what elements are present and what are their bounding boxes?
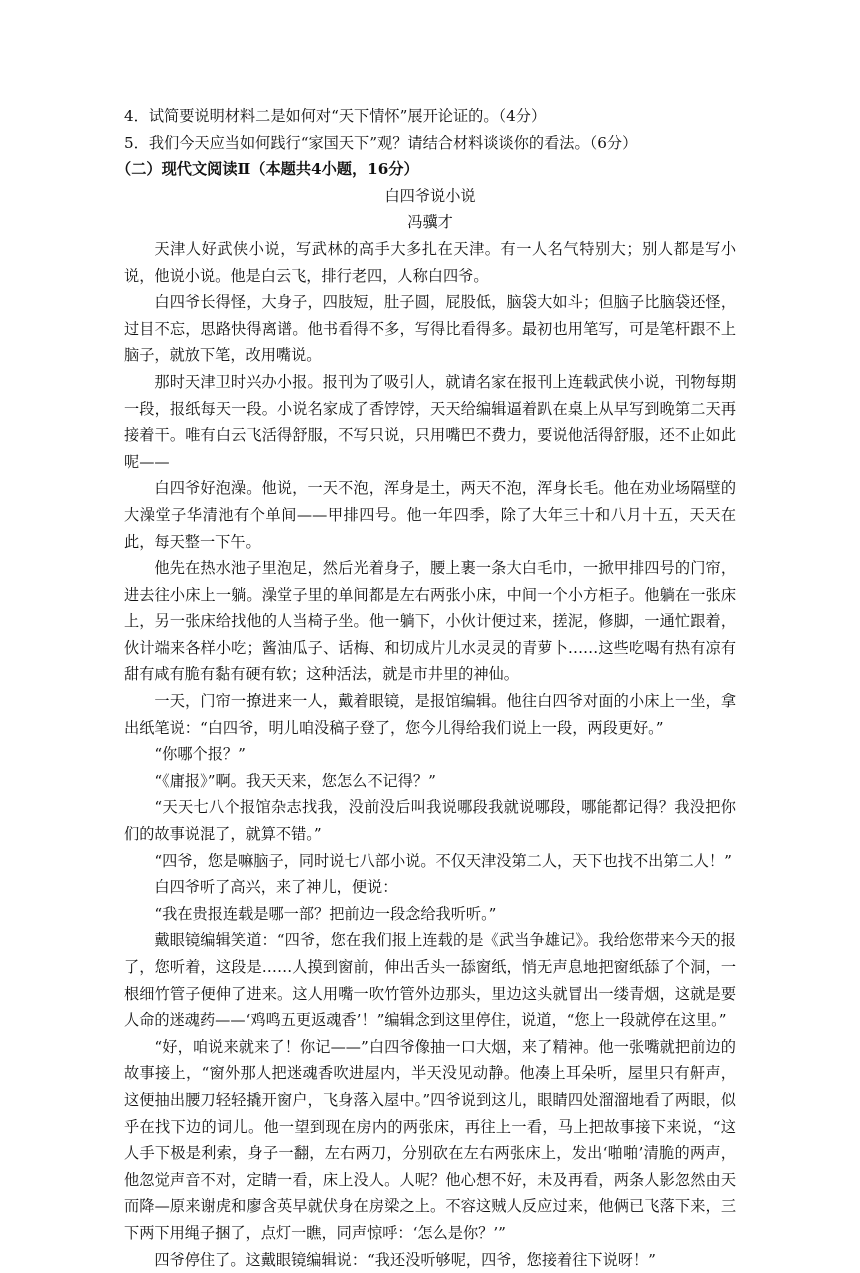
paragraph: 天津人好武侠小说，写武林的高手大多扎在天津。有一人名气特别大；别人都是写小说，他说小说。他是白云飞，排行老四，人称白四爷。 [124, 239, 736, 285]
paragraph: “《庸报》”啊。我天天来，您怎么不记得？” [154, 771, 436, 790]
paragraph: 四爷停住了。这戴眼镜编辑说：“我还没听够呢，四爷，您接着往下说呀！” [154, 1250, 656, 1269]
paragraph: “你哪个报？” [154, 745, 246, 764]
paragraph: 戴眼镜编辑笑道：“四爷，您在我们报上连载的是《武当争雄记》。我给您带来今天的报了，您听着，这段是……人摸到窗前，伸出舌头一舔窗纸，悄无声息地把窗纸舔了个洞，一根细竹管子便伸了进来。这人用嘴一吹竹管外边那头，里边这头就冒出一缕青烟，这就是要人命的迷魂药——‘鸡鸣五更返魂香’！”编辑念到这里停住，说道，“您上一段就停在这里。” [124, 931, 736, 1030]
paragraph: 白四爷好泡澡。他说，一天不泡，浑身是土，两天不泡，浑身长毛。他在劝业场隔壁的大澡堂子华清池有个单间——甲排四号。他一年四季，除了大年三十和八月十五，天天在此，每天整一下午。 [124, 479, 736, 551]
section-title: （二）现代文阅读Ⅱ（本题共4小题，16分） [116, 160, 419, 179]
paragraph: 白四爷长得怪，大身子，四肢短，肚子圆，屁股低，脑袋大如斗；但脑子比脑袋还怪，过目不忘，思路快得离谱。他书看得不多，写得比看得多。最初也用笔写，可是笔杆跟不上脑子，就放下笔，改用嘴说。 [124, 293, 736, 365]
paragraph: “我在贵报连载是哪一部？把前边一段念给我听听。” [154, 904, 497, 923]
article-title: 白四爷说小说 [384, 186, 476, 205]
question-5: 5．我们今天应当如何践行“家国天下”观？请结合材料谈谈你的看法。（6分） [124, 133, 638, 152]
paragraph: 一天，门帘一撩进来一人，戴着眼镜，是报馆编辑。他往白四爷对面的小床上一坐，拿出纸笔说：“白四爷，明儿咱没稿子登了，您今儿得给我们说上一段，两段更好。” [124, 692, 736, 737]
article-author: 冯骥才 [407, 213, 453, 232]
paragraph: 他先在热水池子里泡足，然后光着身子，腰上裹一条大白毛巾，一掀甲排四号的门帘，进去往小床上一躺。澡堂子里的单间都是左右两张小床，中间一个小方柜子。他躺在一张床上，另一张床给找他的人当椅子坐。他一躺下，小伙计便过来，搓泥，修脚，一通忙跟着，伙计端来各样小吃；酱油瓜子、话梅、和切成片儿水灵灵的青萝卜……这些吃喝有热有凉有甜有咸有脆有黏有硬有软；这种活法，就是市井里的神仙。 [124, 559, 736, 684]
paragraph: 那时天津卫时兴办小报。报刊为了吸引人，就请名家在报刊上连载武侠小说，刊物每期一段，报纸每天一段。小说名家成了香饽饽，天天给编辑逼着趴在桌上从早写到晚第二天再接着干。唯有白云飞活得舒服，不写只说，只用嘴巴不费力，要说他活得舒服，还不止如此呢—— [124, 372, 736, 471]
question-4: 4．试简要说明材料二是如何对“天下情怀”展开论证的。（4分） [124, 107, 547, 125]
paragraph: “四爷，您是嘛脑子，同时说七八部小说。不仅天津没第二人，天下也找不出第二人！” [154, 851, 732, 870]
paragraph: 白四爷听了高兴，来了神儿，便说： [154, 878, 398, 897]
paragraph: “好，咱说来就来了！你记——”白四爷像抽一口大烟，来了精神。他一张嘴就把前边的故事接上，“窗外那人把迷魂香吹进屋内，半天没见动静。他凑上耳朵听，屋里只有鼾声，这便抽出腰刀轻轻撬开窗户，飞身落入屋中。”四爷说到这儿，眼睛四处溜溜地看了两眼，似乎在找下边的词儿。他一望到现在房内的两张床，再往上一看，马上把故事接下来说，“这人手下极是利索，身子一翻，左右两刀，分别砍在左右两张床上，发出‘啪啪’清脆的两声，他忽觉声音不对，定睛一看，床上没人。人呢？他心想不好，未及再看，两条人影忽然由天而降—原来谢虎和廖含英早就伏身在房梁之上。不容这贼人反应过来，他俩已飞落下来，三下两下用绳子捆了，点灯一瞧，同声惊呼：‘怎么是你？’” [124, 1037, 736, 1242]
paragraph: “天天七八个报馆杂志找我，没前没后叫我说哪段我就说哪段，哪能都记得？我没把你们的故事说混了，就算不错。” [124, 798, 736, 844]
